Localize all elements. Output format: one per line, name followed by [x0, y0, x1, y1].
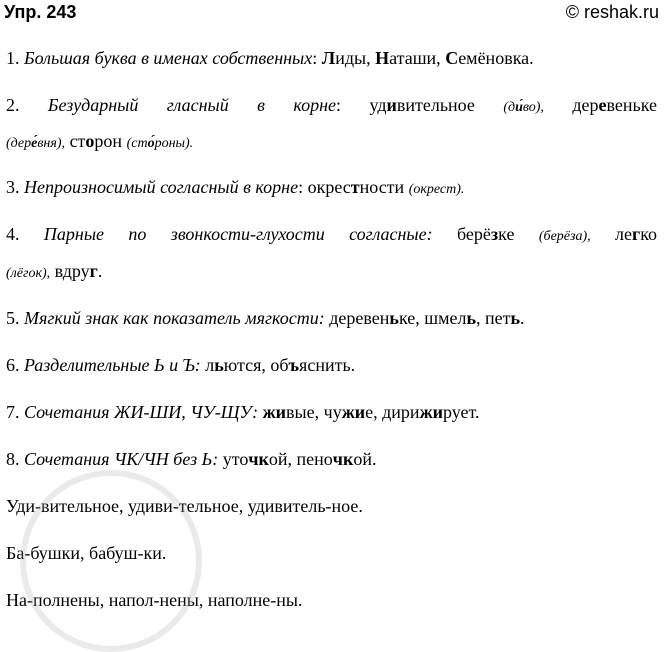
hint: (сто́роны). — [126, 136, 194, 151]
word: вдруг. — [54, 261, 103, 281]
hint: (берёза), — [538, 229, 591, 244]
word: пеночкой. — [296, 449, 377, 469]
word: объяснить. — [270, 355, 356, 375]
separator: : — [336, 95, 342, 115]
word: чужие, — [323, 402, 383, 422]
item-2-cont — [6, 126, 657, 159]
word: шмель, — [424, 308, 485, 328]
item-2 — [6, 90, 657, 123]
word: деревеньке — [572, 95, 658, 115]
site-credit: © reshak.ru — [565, 2, 659, 22]
item-number: 3. — [6, 177, 20, 197]
word: легко — [615, 224, 658, 244]
word: деревеньке, — [329, 308, 425, 328]
item-4 — [6, 219, 657, 252]
highlight: С — [445, 48, 459, 68]
highlight: Л — [321, 48, 336, 68]
item-number: 5. — [6, 308, 20, 328]
hyphenation-line-2: Ба-бушки, бабуш-ки. — [6, 543, 167, 563]
hyphenation-line-3: На-полнены, напол-нены, наполне-ны. — [6, 590, 303, 610]
separator: : — [298, 177, 304, 197]
word: дирижирует. — [382, 402, 480, 422]
item-number: 4. — [6, 224, 20, 244]
item-7 — [6, 397, 657, 428]
word-rest: аташи, — [389, 48, 446, 68]
rule-title: Мягкий знак как показатель мягкости: — [24, 308, 325, 328]
item-6 — [6, 350, 657, 381]
word: удивительное — [369, 95, 475, 115]
exercise-title: Упр. 243 — [4, 2, 77, 22]
item-1 — [6, 43, 657, 74]
item-5 — [6, 303, 657, 334]
hint: (окрест). — [408, 182, 465, 197]
rule-title: Разделительные Ь и Ъ: — [24, 355, 201, 375]
item-4-cont — [6, 256, 657, 289]
page-header — [4, 2, 659, 26]
word: сторон — [69, 131, 123, 151]
hint: (ди́во), — [503, 100, 544, 115]
word: льются, — [205, 355, 271, 375]
word: живые, — [262, 402, 324, 422]
item-number: 1. — [6, 48, 20, 68]
separator: : — [312, 48, 318, 68]
item-number: 2. — [6, 95, 20, 115]
word: петь. — [485, 308, 525, 328]
word: уточкой, — [222, 449, 297, 469]
hyphenation-line-1: Уди-вительное, удиви-тельное, удивитель-ное. — [6, 496, 363, 516]
item-3 — [6, 172, 657, 205]
rule-title: Безударный гласный в корне — [47, 95, 337, 115]
hint: (лёгок), — [6, 266, 51, 281]
word: берёзке — [457, 224, 515, 244]
rule-title: Непроизносимый согласный в корне — [24, 177, 299, 197]
word: окрестности — [307, 177, 405, 197]
item-number: 7. — [6, 402, 20, 422]
word-rest: емёновка. — [458, 48, 534, 68]
rule-title: Сочетания ЖИ-ШИ, ЧУ-ЩУ: — [24, 402, 259, 422]
word-rest: иды, — [335, 48, 376, 68]
item-8 — [6, 444, 657, 475]
hint: (дере́вня), — [6, 136, 66, 151]
rule-title: Большая буква в именах собственных — [24, 48, 313, 68]
item-number: 6. — [6, 355, 20, 375]
highlight: Н — [375, 48, 390, 68]
rule-title: Парные по звонкости-глухости согласные: — [43, 224, 433, 244]
rule-title: Сочетания ЧК/ЧН без Ь: — [24, 449, 219, 469]
item-number: 8. — [6, 449, 20, 469]
